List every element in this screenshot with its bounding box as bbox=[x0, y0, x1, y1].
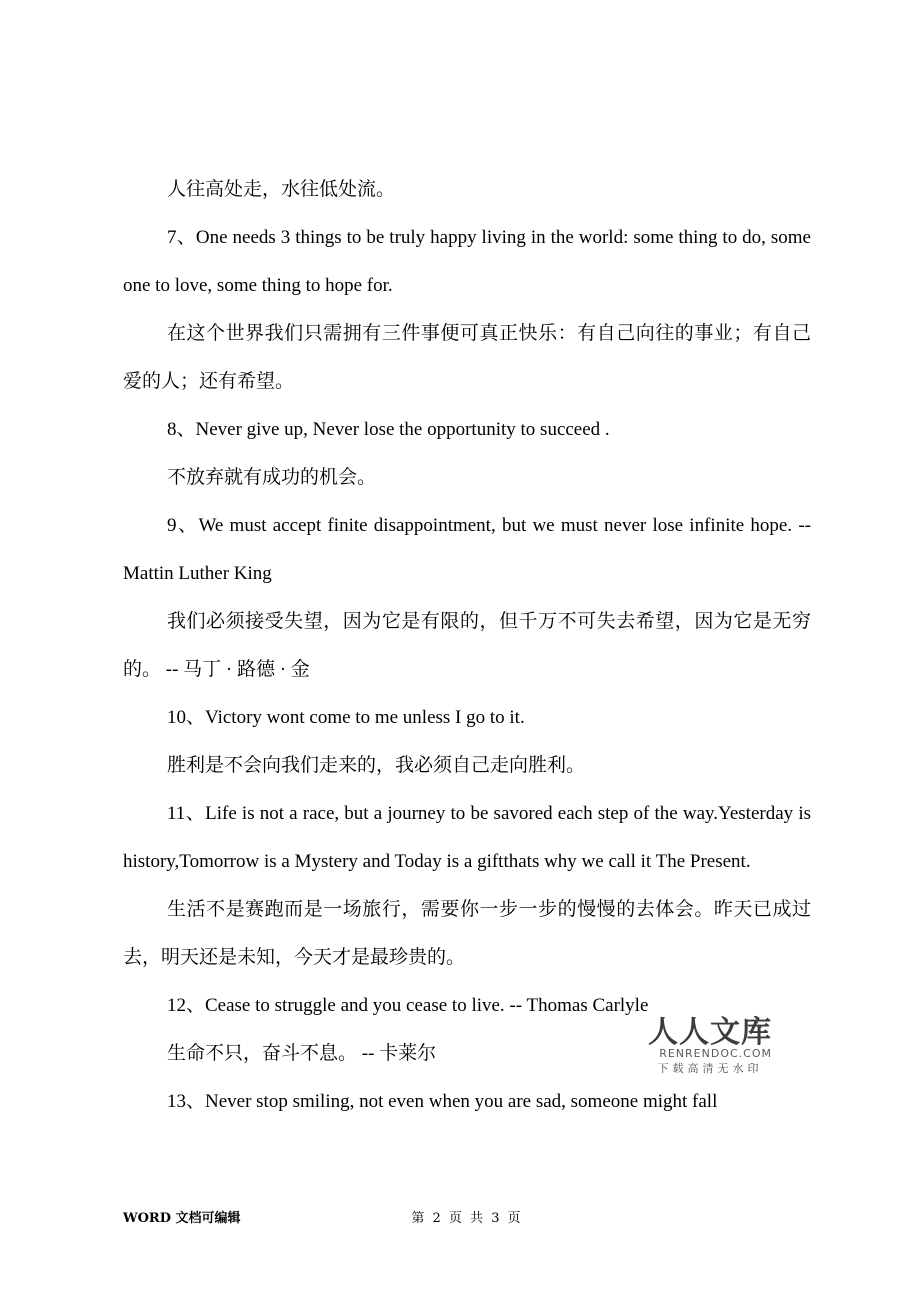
paragraph: 胜利是不会向我们走来的，我必须自己走向胜利。 bbox=[167, 755, 586, 776]
paragraph: 7、One needs 3 things to be truly happy living in the world: some thing to do, some one to love, some thing to hope for. bbox=[123, 227, 811, 296]
paragraph: 12、Cease to struggle and you cease to live. -- Thomas Carlyle bbox=[167, 995, 649, 1016]
watermark-title: 人人文库 bbox=[648, 1015, 772, 1050]
page-number: 第 2 页 共 3 页 bbox=[411, 1211, 521, 1226]
paragraph: 13、Never stop smiling, not even when you are sad, someone might fall bbox=[167, 1091, 718, 1112]
paragraph: 生活不是赛跑而是一场旅行，需要你一步一步的慢慢的去体会。昨天已成过去，明天还是未知，今天才是最珍贵的。 bbox=[123, 899, 811, 968]
paragraph: 不放弃就有成功的机会。 bbox=[167, 467, 377, 488]
footer-editable-note: WORD 文档可编辑 bbox=[123, 1211, 241, 1226]
paragraph: 我们必须接受失望，因为它是有限的，但千万不可失去希望，因为它是无穷的。 -- 马丁 · 路德 · 金 bbox=[123, 611, 811, 680]
watermark-slogan: 下载高清无水印 bbox=[657, 1062, 763, 1075]
paragraph: 生命不只，奋斗不息。 -- 卡莱尔 bbox=[167, 1043, 437, 1064]
document-body bbox=[123, 166, 811, 1126]
paragraph: 人往高处走，水往低处流。 bbox=[167, 179, 396, 200]
paragraph: 10、Victory wont come to me unless I go to it. bbox=[167, 707, 525, 728]
paragraph: 在这个世界我们只需拥有三件事便可真正快乐：有自己向往的事业；有自己爱的人；还有希望。 bbox=[123, 323, 811, 392]
paragraph: 8、Never give up, Never lose the opportunity to succeed . bbox=[167, 419, 610, 440]
watermark-domain: RENRENDOC.COM bbox=[659, 1047, 772, 1060]
watermark-logo bbox=[648, 1017, 772, 1081]
paragraph: 11、Life is not a race, but a journey to be savored each step of the way.Yesterday is history,Tomorrow is a Mystery and Today is a giftthats why we call it The Present. bbox=[123, 803, 811, 872]
paragraph: 9、We must accept finite disappointment, but we must never lose infinite hope. -- Mattin Luther King bbox=[123, 515, 811, 584]
